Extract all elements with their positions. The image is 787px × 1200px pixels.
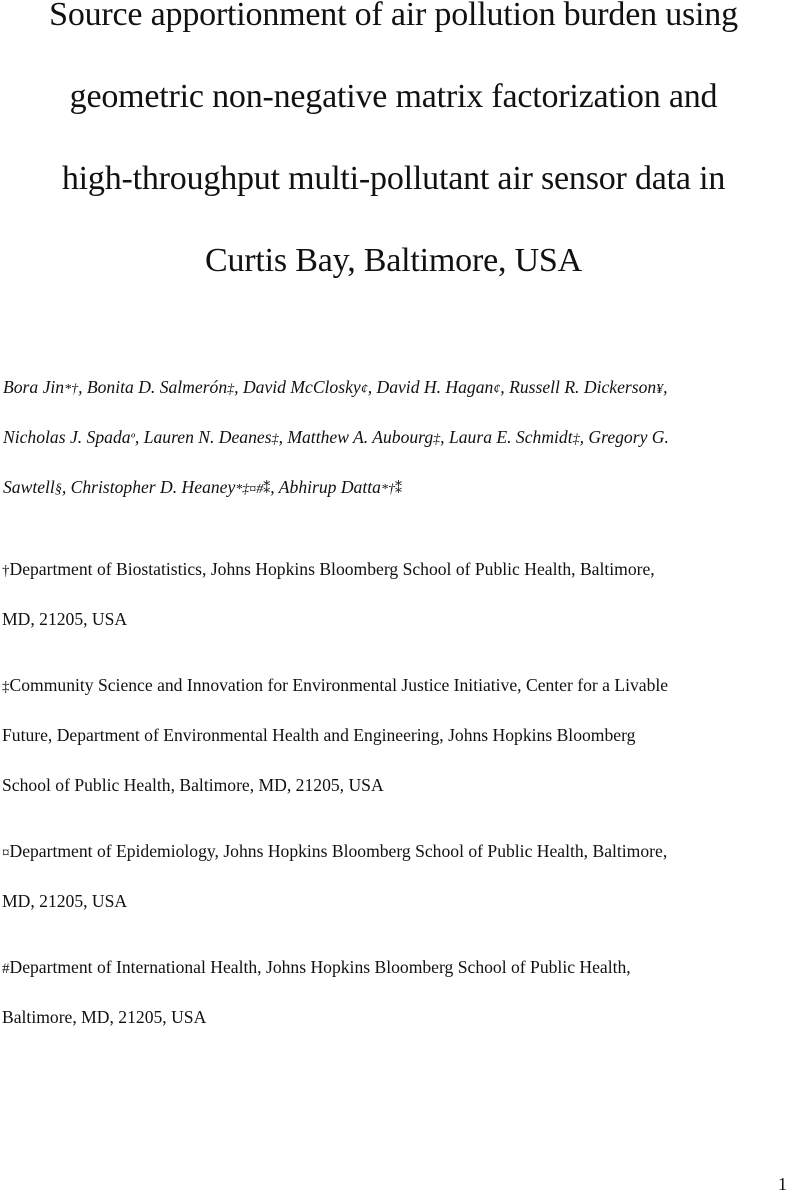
author-name: Matthew A. Aubourg bbox=[287, 427, 434, 447]
affiliation-marks: ¢ bbox=[360, 382, 368, 397]
separator: , bbox=[234, 377, 243, 397]
author-name: Bora Jin bbox=[3, 377, 65, 397]
affiliation-biostatistics bbox=[2, 544, 787, 644]
affiliation-line: MD, 21205, USA bbox=[2, 891, 128, 911]
paper-title bbox=[0, 0, 787, 302]
affiliation-line: Future, Department of Environmental Health and Engineering, Johns Hopkins Bloomberg bbox=[2, 725, 636, 745]
title-line: Curtis Bay, Baltimore, USA bbox=[205, 242, 582, 279]
affiliation-marks: § bbox=[54, 482, 62, 497]
affiliation-text: Department of Biostatistics, Johns Hopkins Bloomberg School of Public Health, Baltimore, bbox=[9, 559, 655, 579]
affiliation-marks: *‡¤#⁑ bbox=[235, 482, 271, 497]
author-name: Laura E. Schmidt bbox=[448, 427, 573, 447]
affiliation-line bbox=[2, 660, 787, 710]
affiliation-marks: ‡ bbox=[227, 382, 235, 397]
author-line bbox=[3, 412, 787, 462]
author-name: Nicholas J. Spada bbox=[3, 427, 131, 447]
affiliation-international-health bbox=[2, 942, 787, 1042]
separator: , bbox=[579, 427, 589, 447]
affiliation-list bbox=[2, 544, 787, 1042]
author-name: Lauren N. Deanes bbox=[143, 427, 272, 447]
affiliation-symbol: ‡ bbox=[2, 679, 10, 695]
author-name: Bonita D. Salmerón bbox=[86, 377, 228, 397]
affiliation-line: School of Public Health, Baltimore, MD, 21205, USA bbox=[2, 775, 384, 795]
author-list bbox=[3, 362, 787, 512]
page-number: 1 bbox=[778, 1174, 787, 1194]
affiliation-marks: º bbox=[130, 432, 135, 447]
title-line: Source apportionment of air pollution burden using bbox=[49, 0, 738, 33]
title-line: high-throughput multi-pollutant air sensor data in bbox=[61, 160, 726, 197]
affiliation-epidemiology bbox=[2, 826, 787, 926]
affiliation-text: Department of International Health, Johns Hopkins Bloomberg School of Public Health, bbox=[9, 957, 631, 977]
affiliation-line bbox=[2, 544, 787, 594]
separator: , bbox=[61, 477, 71, 497]
affiliation-line bbox=[2, 942, 787, 992]
affiliation-line: Baltimore, MD, 21205, USA bbox=[2, 1007, 207, 1027]
affiliation-community-science bbox=[2, 660, 787, 810]
author-name: David H. Hagan bbox=[376, 377, 494, 397]
author-name: Abhirup Datta bbox=[278, 477, 381, 497]
author-name: David McClosky bbox=[242, 377, 361, 397]
affiliation-marks: ‡ bbox=[271, 432, 279, 447]
separator: , bbox=[278, 427, 288, 447]
affiliation-marks: *†⁑ bbox=[380, 482, 402, 497]
separator: , bbox=[78, 377, 87, 397]
title-line: geometric non-negative matrix factorization and bbox=[69, 78, 718, 115]
separator: , bbox=[270, 477, 279, 497]
author-name: Christopher D. Heaney bbox=[70, 477, 236, 497]
affiliation-symbol: # bbox=[2, 961, 10, 977]
affiliation-line bbox=[2, 826, 787, 876]
separator: , bbox=[367, 377, 377, 397]
separator: , bbox=[663, 377, 668, 397]
affiliation-marks: *† bbox=[64, 382, 79, 397]
separator: , bbox=[440, 427, 449, 447]
affiliation-symbol: † bbox=[2, 563, 10, 579]
author-name: Gregory G. bbox=[588, 427, 669, 447]
affiliation-text: Department of Epidemiology, Johns Hopkins Bloomberg School of Public Health, Baltimore, bbox=[9, 841, 668, 861]
affiliation-marks: ¢ bbox=[493, 382, 501, 397]
affiliation-marks: ¥ bbox=[656, 382, 664, 397]
author-line bbox=[3, 462, 787, 512]
affiliation-symbol: ¤ bbox=[2, 845, 10, 861]
affiliation-line: MD, 21205, USA bbox=[2, 609, 128, 629]
author-line bbox=[3, 362, 787, 412]
separator: , bbox=[500, 377, 510, 397]
author-name: Sawtell bbox=[3, 477, 55, 497]
author-name: Russell R. Dickerson bbox=[509, 377, 657, 397]
affiliation-marks: ‡ bbox=[433, 432, 441, 447]
separator: , bbox=[134, 427, 144, 447]
affiliation-text: Community Science and Innovation for Environmental Justice Initiative, Center for a Livable bbox=[9, 675, 669, 695]
affiliation-marks: ‡ bbox=[572, 432, 580, 447]
